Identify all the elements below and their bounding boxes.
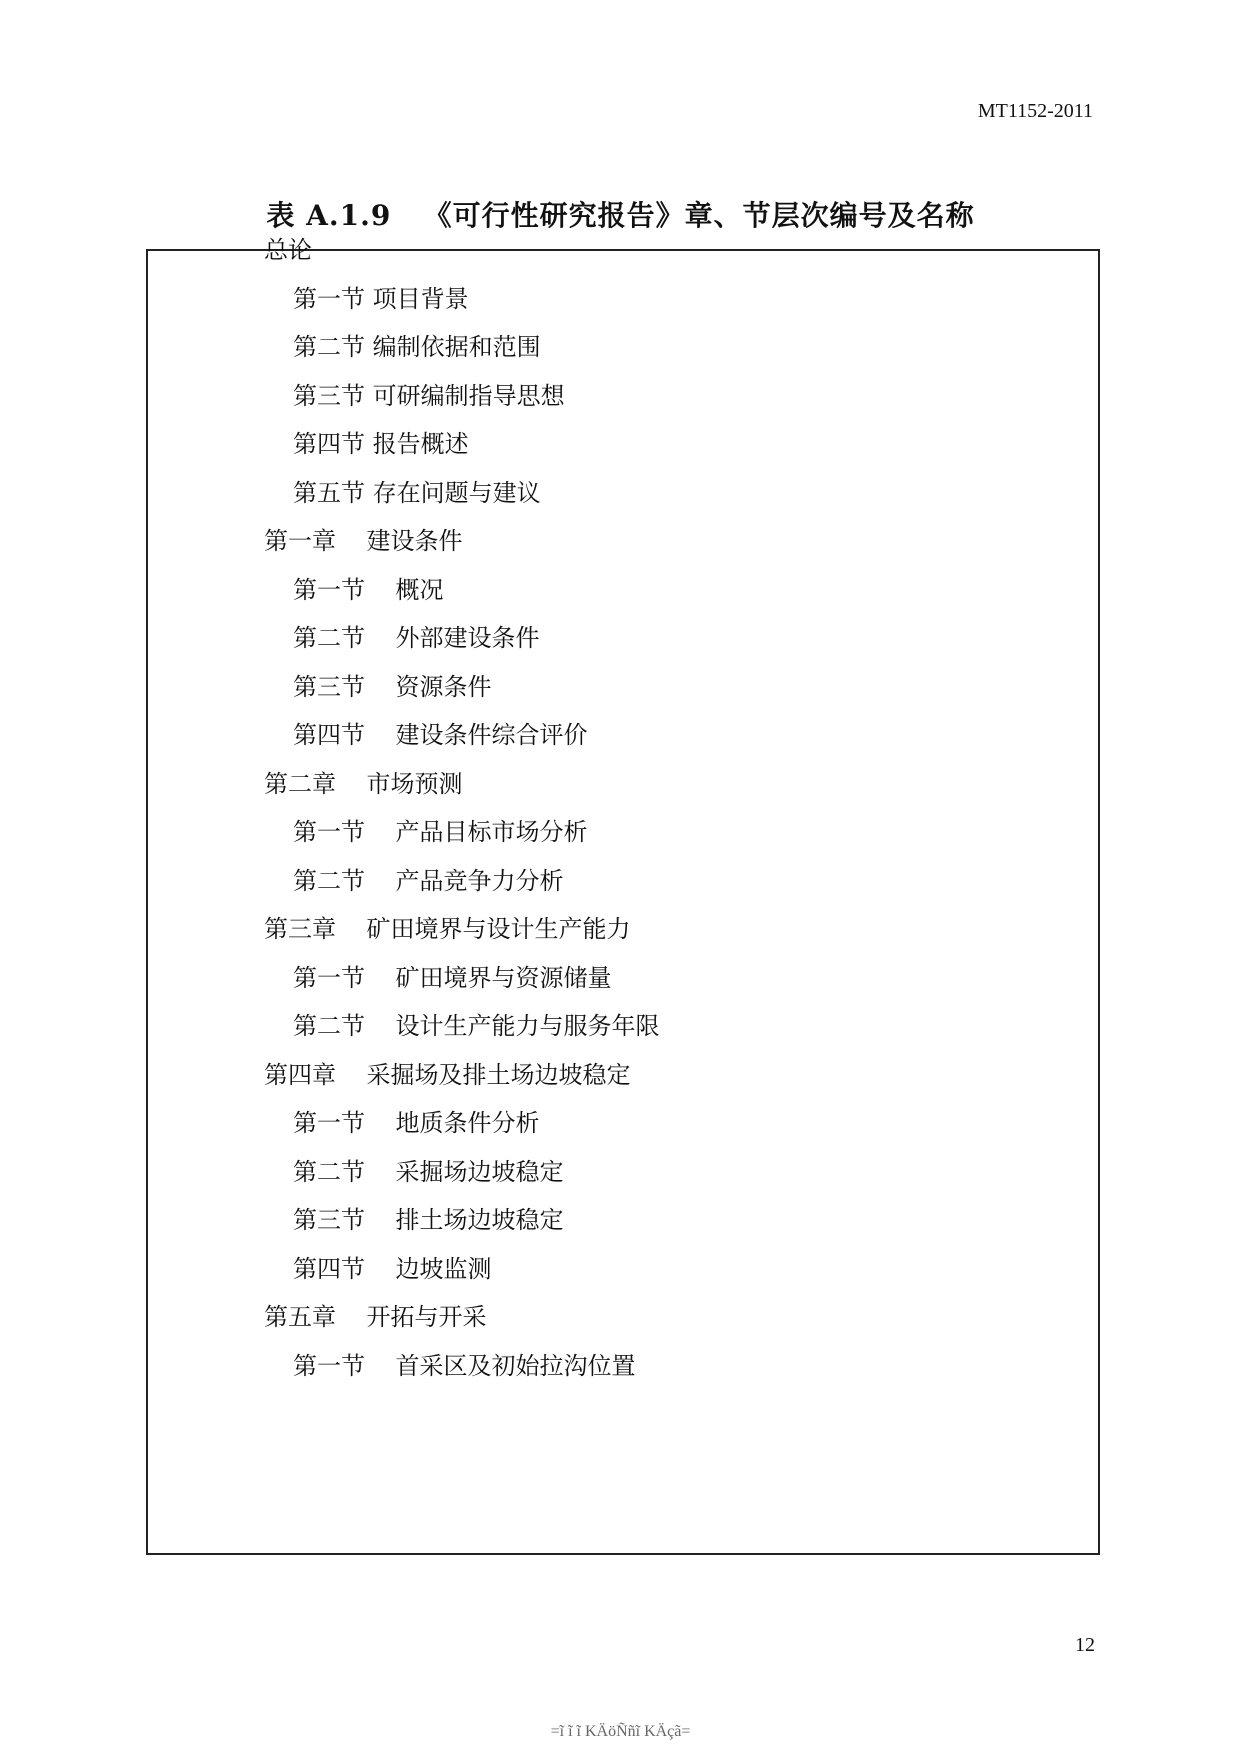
toc-section: 第一节 地质条件分析 xyxy=(293,1109,540,1137)
toc-chapter: 第二章 市场预测 xyxy=(264,769,463,798)
toc-chapter: 第五章 开拓与开采 xyxy=(264,1303,487,1331)
toc-section: 第二节 设计生产能力与服务年限 xyxy=(293,1012,660,1040)
toc-section: 第三节 可研编制指导思想 xyxy=(293,381,565,410)
toc-section: 第三节 资源条件 xyxy=(293,672,492,701)
toc-section: 第四节 建设条件综合评价 xyxy=(293,721,588,749)
toc-chapter: 第一章 建设条件 xyxy=(264,527,463,555)
toc-section: 第四节 报告概述 xyxy=(293,430,469,458)
toc-section: 第一节 矿田境界与资源储量 xyxy=(293,963,612,992)
toc-table xyxy=(146,236,1100,1555)
toc-section: 第一节 产品目标市场分析 xyxy=(293,818,588,846)
toc-section: 第一节 首采区及初始拉沟位置 xyxy=(293,1351,636,1380)
toc-section: 第一节 项目背景 xyxy=(293,284,469,313)
toc-section: 第三节 排土场边坡稳定 xyxy=(293,1206,564,1234)
page-number: 12 xyxy=(1075,1634,1095,1656)
standard-code: MT1152-2011 xyxy=(977,100,1093,122)
toc-chapter: 总论 xyxy=(264,236,312,264)
footer-watermark: =ĩ ĩ ĩ KÄöÑñĩ KÄçã= xyxy=(550,1723,691,1740)
table-title: 表 A.1.9 《可行性研究报告》章、节层次编号及名称 xyxy=(266,199,975,232)
toc-section: 第二节 编制依据和范围 xyxy=(293,333,541,361)
toc-section: 第四节 边坡监测 xyxy=(293,1254,492,1283)
toc-section: 第二节 产品竞争力分析 xyxy=(293,866,564,895)
toc-chapter: 第三章 矿田境界与设计生产能力 xyxy=(264,915,631,943)
toc-chapter: 第四章 采掘场及排土场边坡稳定 xyxy=(264,1060,631,1089)
toc-section: 第二节 采掘场边坡稳定 xyxy=(293,1157,564,1186)
toc-section: 第五节 存在问题与建议 xyxy=(293,478,541,507)
toc-section: 第一节 概况 xyxy=(293,575,444,604)
toc-section: 第二节 外部建设条件 xyxy=(293,624,540,652)
